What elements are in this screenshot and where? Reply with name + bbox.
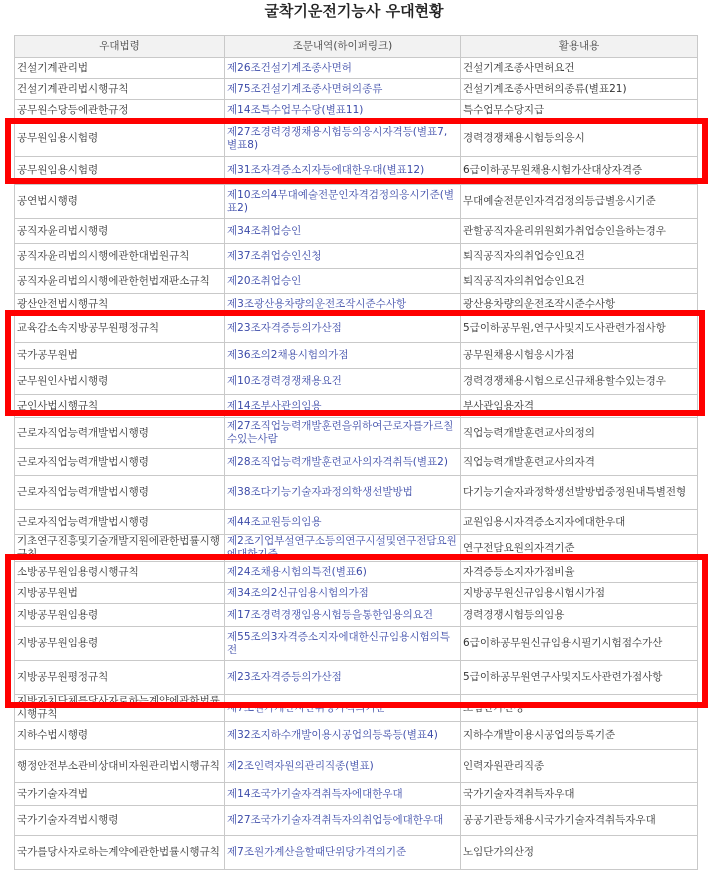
article-link[interactable]: 제34조의2신규임용시험의가점 — [225, 583, 461, 604]
law-cell: 근로자직업능력개발법시행령 — [15, 418, 225, 449]
usage-cell: 지하수개발이용시공업의등록기준 — [461, 722, 698, 750]
page-title: 굴착기운전기능사 우대현황 — [264, 2, 444, 20]
law-cell: 공연법시행령 — [15, 185, 225, 219]
article-link[interactable]: 제38조다기능기술자과정의학생선발방법 — [225, 476, 461, 510]
table-row — [15, 100, 698, 121]
table-row — [15, 219, 698, 244]
usage-cell: 광산용차량의운전조작시준수사항 — [461, 294, 698, 315]
law-cell: 지하수법시행령 — [15, 722, 225, 750]
table-row — [15, 185, 698, 219]
table-row — [15, 562, 698, 583]
usage-cell: 노임단가산정 — [461, 695, 698, 722]
law-cell: 국가공무원법 — [15, 343, 225, 369]
article-link[interactable]: 제27조직업능력개발훈련을위하여근로자를가르칠수있는사람 — [225, 418, 461, 449]
article-link[interactable]: 제10조경력경쟁채용요건 — [225, 369, 461, 395]
law-cell: 지방공무원임용령 — [15, 627, 225, 661]
table-header-row — [15, 36, 698, 58]
table-row — [15, 806, 698, 836]
usage-cell: 공공기관등채용시국가기술자격취득자우대 — [461, 806, 698, 836]
table-row — [15, 343, 698, 369]
table-row — [15, 449, 698, 476]
table-row — [15, 395, 698, 418]
usage-cell: 경력경쟁시험등의임용 — [461, 604, 698, 627]
article-link[interactable]: 제24조채용시험의특전(별표6) — [225, 562, 461, 583]
law-cell: 공무원임용시험령 — [15, 157, 225, 185]
table-row — [15, 418, 698, 449]
usage-cell: 자격증등소지자가점비율 — [461, 562, 698, 583]
table-row — [15, 750, 698, 783]
law-cell: 지방공무원평정규칙 — [15, 661, 225, 695]
law-cell: 지방자치단체를당사자로하는계약에관한법률시행규칙 — [15, 695, 225, 722]
usage-cell: 다기능기술자과정학생선발방법중정원내특별전형 — [461, 476, 698, 510]
article-link[interactable]: 제10조의4무대예술전문인자격검정의응시기준(별표2) — [225, 185, 461, 219]
article-link[interactable]: 제7조원가계산시단위당가격의기준 — [225, 695, 461, 722]
table-row — [15, 695, 698, 722]
table-row — [15, 535, 698, 562]
table-row — [15, 315, 698, 343]
law-cell: 행정안전부소관비상대비자원관리법시행규칙 — [15, 750, 225, 783]
law-cell: 군인사법시행규칙 — [15, 395, 225, 418]
law-cell: 건설기계관리법시행규칙 — [15, 79, 225, 100]
table-row — [15, 79, 698, 100]
table-row — [15, 510, 698, 535]
usage-cell: 퇴직공직자의취업승인요건 — [461, 269, 698, 294]
usage-cell: 지방공무원신규임용시험시가점 — [461, 583, 698, 604]
law-cell: 근로자직업능력개발법시행령 — [15, 510, 225, 535]
table-row — [15, 627, 698, 661]
law-cell: 공직자윤리법시행령 — [15, 219, 225, 244]
usage-cell: 5급이하공무원,연구사및지도사관련가점사항 — [461, 315, 698, 343]
article-link[interactable]: 제2조기업부설연구소등의연구시설및연구전담요원에대한기준 — [225, 535, 461, 562]
usage-cell: 건설기계조종사면허의종류(별표21) — [461, 79, 698, 100]
table-row — [15, 269, 698, 294]
law-cell: 소방공무원임용령시행규칙 — [15, 562, 225, 583]
article-link[interactable]: 제26조건설기계조종사면허 — [225, 58, 461, 79]
table-row — [15, 661, 698, 695]
article-link[interactable]: 제27조경력경쟁채용시험등의응시자격등(별표7, 별표8) — [225, 121, 461, 157]
header-usage: 활용내용 — [461, 36, 698, 58]
law-cell: 국가를당사자로하는계약에관한법률시행규칙 — [15, 836, 225, 870]
table-row — [15, 369, 698, 395]
article-link[interactable]: 제7조원가계산을할때단위당가격의기준 — [225, 836, 461, 870]
law-cell: 기초연구진흥및기술개발지원에관한법률시행규칙 — [15, 535, 225, 562]
usage-cell: 연구전담요원의자격기준 — [461, 535, 698, 562]
law-cell: 공직자윤리법의시행에관한헌법재판소규칙 — [15, 269, 225, 294]
law-cell: 근로자직업능력개발법시행령 — [15, 449, 225, 476]
table-row — [15, 58, 698, 79]
usage-cell: 퇴직공직자의취업승인요건 — [461, 244, 698, 269]
table-row — [15, 244, 698, 269]
usage-cell: 인력자원관리직종 — [461, 750, 698, 783]
article-link[interactable]: 제20조취업승인 — [225, 269, 461, 294]
usage-cell: 공무원채용시험응시가점 — [461, 343, 698, 369]
usage-cell: 특수업무수당지급 — [461, 100, 698, 121]
table-row — [15, 583, 698, 604]
usage-cell: 직업능력개발훈련교사의정의 — [461, 418, 698, 449]
article-link[interactable]: 제23조자격증등의가산점 — [225, 661, 461, 695]
usage-cell: 무대예술전문인자격검정의등급별응시기준 — [461, 185, 698, 219]
table-row — [15, 836, 698, 870]
law-cell: 광산안전법시행규칙 — [15, 294, 225, 315]
table-row — [15, 121, 698, 157]
article-link[interactable]: 제17조경력경쟁임용시험등을통한임용의요건 — [225, 604, 461, 627]
law-cell: 국가기술자격법시행령 — [15, 806, 225, 836]
article-link[interactable]: 제23조자격증등의가산점 — [225, 315, 461, 343]
table-row — [15, 294, 698, 315]
usage-cell: 직업능력개발훈련교사의자격 — [461, 449, 698, 476]
law-cell: 근로자직업능력개발법시행령 — [15, 476, 225, 510]
header-law: 우대법령 — [15, 36, 225, 58]
article-link[interactable]: 제31조자격증소지자등에대한우대(별표12) — [225, 157, 461, 185]
table-row — [15, 476, 698, 510]
usage-cell: 건설기계조종사면허요건 — [461, 58, 698, 79]
usage-cell: 경력경쟁채용시험등의응시 — [461, 121, 698, 157]
article-link[interactable]: 제32조지하수개발이용시공업의등록등(별표4) — [225, 722, 461, 750]
article-link[interactable]: 제27조국가기술자격취득자의취업등에대한우대 — [225, 806, 461, 836]
law-cell: 교육감소속지방공무원평정규칙 — [15, 315, 225, 343]
usage-cell: 노임단가의산정 — [461, 836, 698, 870]
law-cell: 국가기술자격법 — [15, 783, 225, 806]
law-cell: 지방공무원법 — [15, 583, 225, 604]
usage-cell: 6급이하공무원신규임용시필기시험점수가산 — [461, 627, 698, 661]
usage-cell: 관할공직자윤리위원회가취업승인을하는경우 — [461, 219, 698, 244]
article-link[interactable]: 제36조의2채용시험의가점 — [225, 343, 461, 369]
article-link[interactable]: 제55조의3자격증소지자에대한신규임용시험의특전 — [225, 627, 461, 661]
preference-table — [14, 35, 698, 870]
law-cell: 공직자윤리법의시행에관한대법원규칙 — [15, 244, 225, 269]
usage-cell: 경력경쟁채용시험으로신규채용할수있는경우 — [461, 369, 698, 395]
law-cell: 건설기계관리법 — [15, 58, 225, 79]
usage-cell: 5급이하공무원연구사및지도사관련가점사항 — [461, 661, 698, 695]
usage-cell: 국가기술자격취득자우대 — [461, 783, 698, 806]
header-article: 조문내역(하이퍼링크) — [225, 36, 461, 58]
law-cell: 공무원수당등에관한규정 — [15, 100, 225, 121]
law-cell: 군무원인사법시행령 — [15, 369, 225, 395]
usage-cell: 부사관임용자격 — [461, 395, 698, 418]
law-cell: 지방공무원임용령 — [15, 604, 225, 627]
table-row — [15, 783, 698, 806]
law-cell: 공무원임용시험령 — [15, 121, 225, 157]
article-link[interactable]: 제44조교원등의임용 — [225, 510, 461, 535]
table-row — [15, 722, 698, 750]
article-link[interactable]: 제14조특수업무수당(별표11) — [225, 100, 461, 121]
article-link[interactable]: 제14조부사관의임용 — [225, 395, 461, 418]
usage-cell: 교원임용시자격증소지자에대한우대 — [461, 510, 698, 535]
article-link[interactable]: 제34조취업승인 — [225, 219, 461, 244]
table-row — [15, 157, 698, 185]
table-row — [15, 604, 698, 627]
article-link[interactable]: 제14조국가기술자격취득자에대한우대 — [225, 783, 461, 806]
article-link[interactable]: 제2조인력자원의관리직종(별표) — [225, 750, 461, 783]
article-link[interactable]: 제28조직업능력개발훈련교사의자격취득(별표2) — [225, 449, 461, 476]
usage-cell: 6급이하공무원채용시험가산대상자격증 — [461, 157, 698, 185]
article-link[interactable]: 제3조광산용차량의운전조작시준수사항 — [225, 294, 461, 315]
article-link[interactable]: 제75조건설기계조종사면허의종류 — [225, 79, 461, 100]
article-link[interactable]: 제37조취업승인신청 — [225, 244, 461, 269]
